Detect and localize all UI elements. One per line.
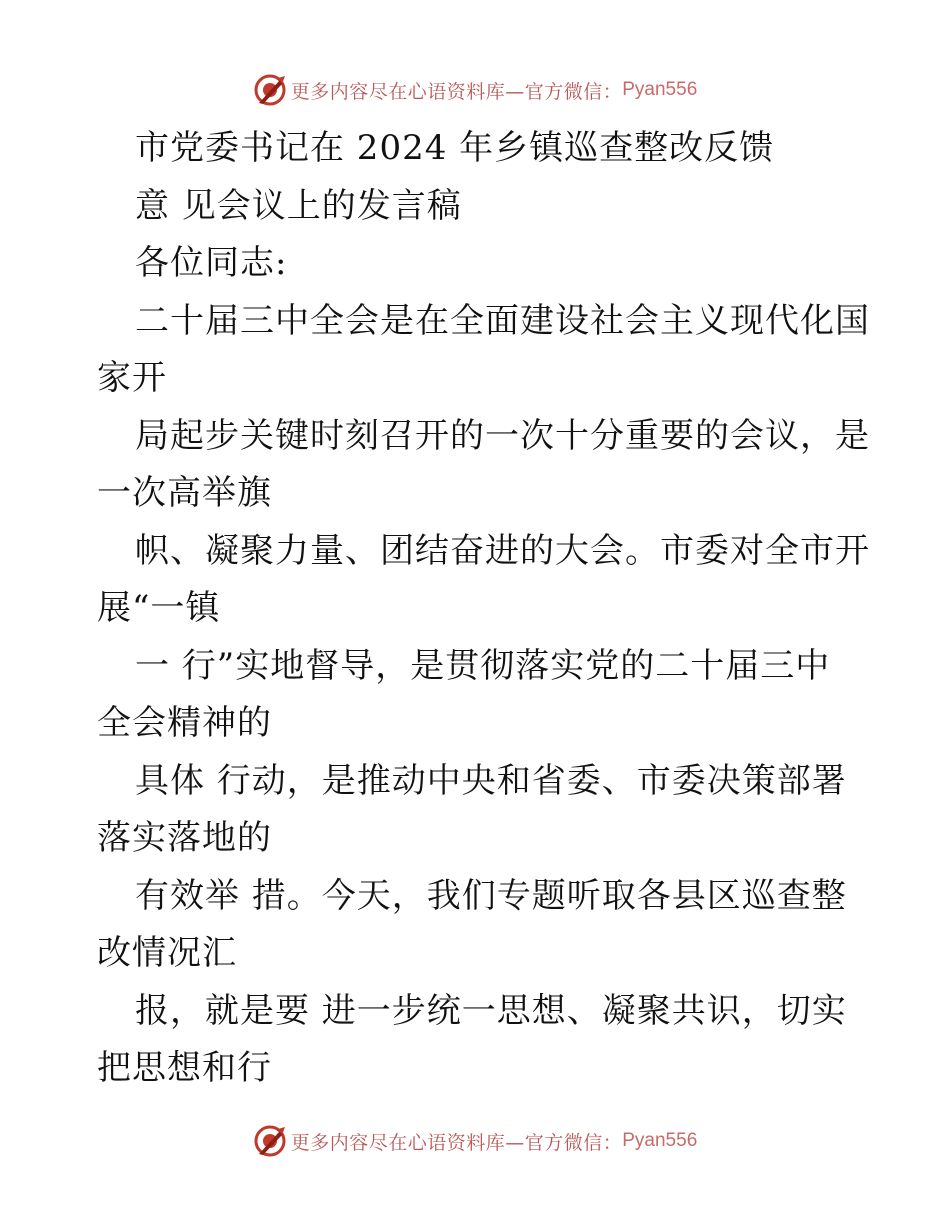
header-banner	[0, 70, 950, 110]
paragraph-line: 有效举 措。今天，我们专题听取各县区巡查整	[135, 875, 847, 916]
paragraph-line: 把思想和行	[97, 1048, 272, 1088]
paragraph-line: 报，就是要 进一步统一思想、凝聚共识，切实	[135, 990, 847, 1031]
paragraph-line: 落实落地的	[97, 818, 272, 858]
document-body	[97, 120, 870, 1098]
paragraph-line: 一 行”实地督导，是贯彻落实党的二十届三中	[135, 645, 831, 686]
header-wechat-id: Pyan556	[622, 79, 698, 100]
red-quill-logo-icon	[253, 1124, 287, 1158]
paragraph-line: 帜、凝聚力量、团结奋进的大会。市委对全市开	[135, 530, 870, 571]
header-banner-text: 更多内容尽在心语资料库—官方微信：	[290, 80, 623, 103]
paragraph-line: 二十届三中全会是在全面建设社会主义现代化国	[135, 300, 870, 341]
paragraph-line: 展“一镇	[97, 588, 221, 628]
footer-banner-text: 更多内容尽在心语资料库—官方微信：	[290, 1131, 623, 1154]
title-line-2: 意 见会议上的发言稿	[135, 185, 462, 226]
title-line-1: 市党委书记在 2024 年乡镇巡查整改反馈	[135, 128, 775, 168]
salutation: 各位同志:	[135, 243, 288, 283]
paragraph-line: 全会精神的	[97, 703, 272, 743]
paragraph-line: 一次高举旗	[97, 473, 272, 513]
paragraph-line: 局起步关键时刻召开的一次十分重要的会议，是	[135, 415, 870, 456]
red-quill-logo-icon	[253, 73, 287, 107]
paragraph-line: 家开	[97, 358, 167, 398]
paragraph-line: 改情况汇	[97, 933, 237, 973]
footer-banner	[0, 1121, 950, 1161]
footer-wechat-id: Pyan556	[622, 1130, 698, 1151]
paragraph-line: 具体 行动，是推动中央和省委、市委决策部署	[135, 760, 847, 801]
